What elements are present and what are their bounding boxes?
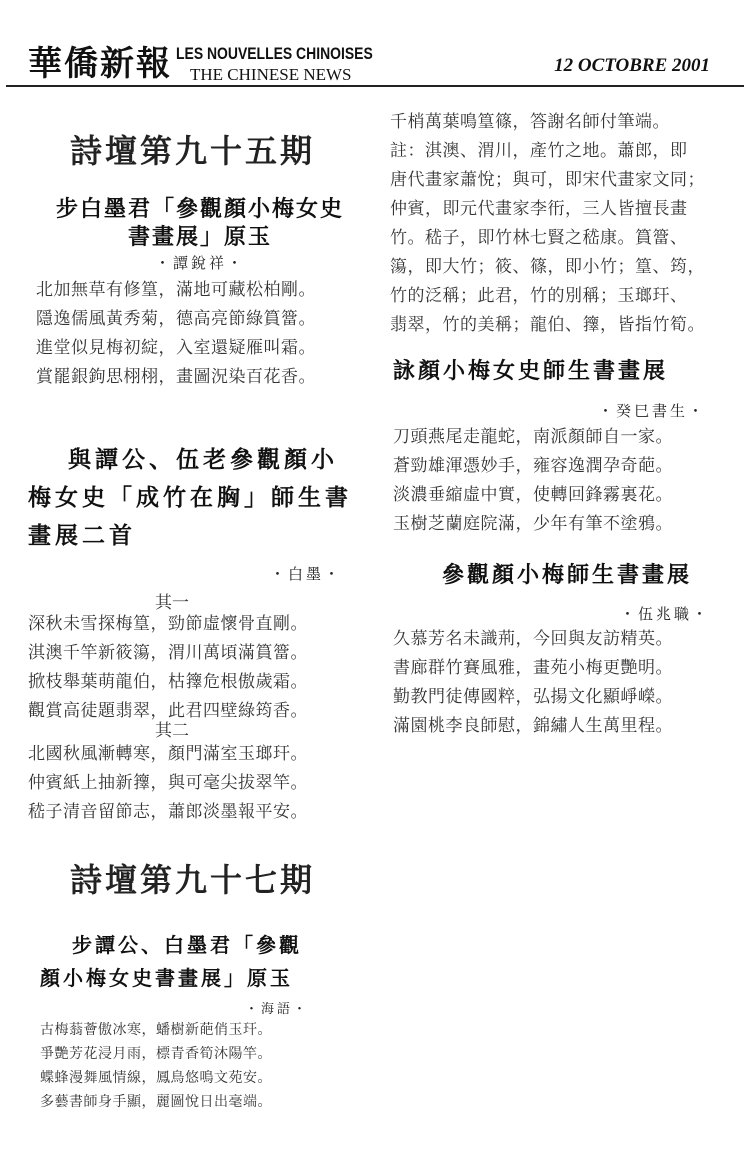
verse-line: 淇澳千竿新筱簜，渭川萬頃滿篔簹。 xyxy=(28,643,308,663)
verse-line: 勤教門徒傳國粹，弘揚文化顯崢嶸。 xyxy=(393,687,673,707)
verse-line: 隱逸儒風黃秀菊，德高亮節綠篔簹。 xyxy=(36,309,316,329)
issue97-poem1-body xyxy=(40,1018,272,1114)
issue-date: 12 OCTOBRE 2001 xyxy=(554,55,710,76)
note-line: 翡翠，竹的美稱；龍伯、籜，皆指竹筍。 xyxy=(390,315,705,335)
poem2-notes xyxy=(390,137,705,340)
verse-line: 千梢萬葉鳴篁篠，答謝名師付筆端。 xyxy=(390,112,670,132)
poem2-title-line2: 梅女史「成竹在胸」師生書 xyxy=(28,485,352,511)
verse-line: 玉樹芝蘭庭院滿，少年有筆不塗鴉。 xyxy=(393,514,673,534)
poem2-part2-body xyxy=(28,740,308,827)
poem3-body xyxy=(393,423,673,539)
verse-line: 古梅蓊薈傲冰寒，蟠樹新葩俏玉玕。 xyxy=(40,1022,272,1038)
poem1-title-line1: 步白墨君「參觀顏小梅女史 xyxy=(55,197,344,222)
issue-95-heading: 詩壇第九十五期 xyxy=(70,132,316,170)
verse-line: 掀枝舉葉萌龍伯，枯籜危根傲歲霜。 xyxy=(28,672,308,692)
verse-line: 北加無草有修篁，滿地可藏松柏剛。 xyxy=(36,280,316,300)
verse-line: 滿園桃李良師慰，錦繡人生萬里程。 xyxy=(393,716,673,736)
issue97-poem1-title-line2: 顏小梅女史書畫展」原玉 xyxy=(40,966,293,990)
verse-line: 進堂似見梅初綻，入室還疑雁叫霜。 xyxy=(36,338,316,358)
newspaper-title-french: LES NOUVELLES CHINOISES xyxy=(176,44,373,63)
verse-line: 深秋未雪探梅篁，勁節虛懷骨直剛。 xyxy=(28,614,308,634)
poem2-author: ・白墨・ xyxy=(270,565,343,583)
note-line: 竹的泛稱；此君，竹的別稱；玉瑯玕、 xyxy=(390,286,688,306)
note-line: 仲賓，即元代畫家李衎，三人皆擅長畫 xyxy=(390,199,688,219)
verse-line: 蝶蜂漫舞風情線，鳳鳥悠鳴文苑安。 xyxy=(40,1070,272,1086)
poem4-title: 參觀顏小梅師生書畫展 xyxy=(442,563,693,588)
issue97-poem1-title-line1: 步譚公、白墨君「參觀 xyxy=(72,933,302,957)
poem1-title-line2: 書畫展」原玉 xyxy=(127,225,272,250)
verse-line: 刀頭燕尾走龍蛇，南派顏師自一家。 xyxy=(393,427,673,447)
verse-line: 多藝書師身手顯，麗圖悅日出毫端。 xyxy=(40,1094,272,1110)
poem2-part1-body xyxy=(28,610,308,726)
note-line: 竹。嵇子，即竹林七賢之嵇康。篔簹、 xyxy=(390,228,688,248)
poem1-body xyxy=(36,276,316,392)
verse-line: 觀賞高徒題翡翠，此君四壁綠筠香。 xyxy=(28,701,308,721)
masthead-rule xyxy=(6,85,744,87)
verse-line: 北國秋風漸轉寒，顏門滿室玉瑯玕。 xyxy=(28,744,308,764)
masthead xyxy=(0,0,750,90)
newspaper-title-english: THE CHINESE NEWS xyxy=(190,65,352,84)
poem3-title: 詠顏小梅女史師生書畫展 xyxy=(393,359,669,384)
newspaper-logo: 華僑新報 xyxy=(28,44,172,84)
issue-97-heading: 詩壇第九十七期 xyxy=(70,861,316,899)
verse-line: 淡濃垂縮虛中實，使轉回鋒霧裏花。 xyxy=(393,485,673,505)
issue97-poem1-author: ・海語・ xyxy=(245,1002,310,1017)
poem2-title-line3: 畫展二首 xyxy=(28,523,136,549)
verse-line: 久慕芳名未識荊，今回與友訪精英。 xyxy=(393,629,673,649)
note-line: 註：淇澳、渭川，產竹之地。蕭郎，即 xyxy=(390,141,688,161)
verse-line: 仲賓紙上抽新籜，與可毫尖拔翠竿。 xyxy=(28,773,308,793)
poem2-part1-label: 其一 xyxy=(155,593,189,613)
verse-line: 蒼勁雄渾憑妙手，雍容逸潤孕奇葩。 xyxy=(393,456,673,476)
verse-line: 爭艷芳花浸月雨，標青香筍沐陽竿。 xyxy=(40,1046,272,1062)
note-line: 唐代畫家蕭悅；與可，即宋代畫家文同； xyxy=(390,170,705,190)
poem2-part2-label: 其二 xyxy=(155,721,189,741)
poem2-title-line1: 與譚公、伍老參觀顏小 xyxy=(68,447,338,473)
poem3-author: ・癸巳書生・ xyxy=(598,402,707,420)
verse-line: 嵇子清音留節志，蕭郎淡墨報平安。 xyxy=(28,802,308,822)
verse-line: 賞罷銀鉤思栩栩，畫圖況染百花香。 xyxy=(36,367,316,387)
note-line: 簜，即大竹；筱、篠，即小竹；篁、筠， xyxy=(390,257,705,277)
poem4-body xyxy=(393,625,673,741)
poem2-continued xyxy=(390,108,670,137)
poem4-author: ・伍兆職・ xyxy=(620,605,711,623)
verse-line: 書廊群竹賽風雅，畫苑小梅更艷明。 xyxy=(393,658,673,678)
poem1-author: ・譚銳祥・ xyxy=(154,254,245,272)
